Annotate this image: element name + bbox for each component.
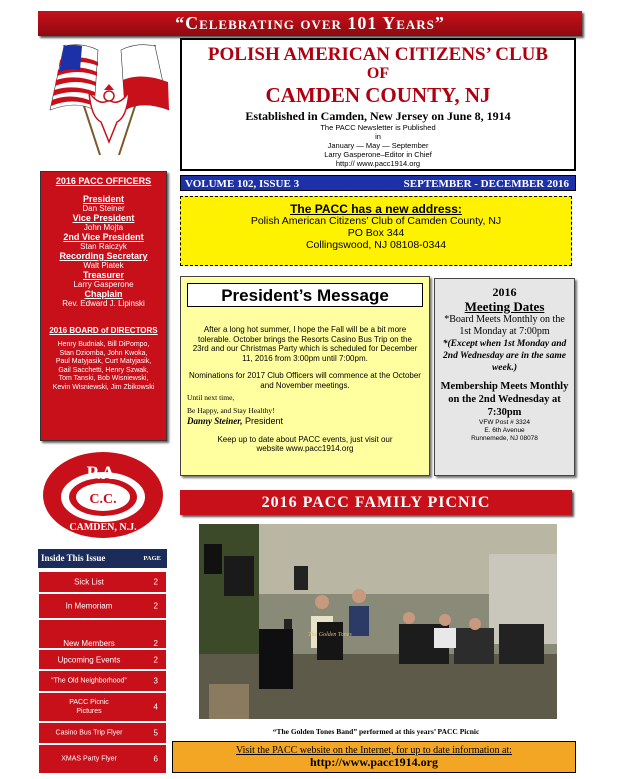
officers-heading: 2016 PACC OFFICERS: [55, 176, 152, 186]
officer-role: Recording Secretary: [59, 251, 148, 261]
board-line: Paul Matyjasik, Curt Matyjasik,: [55, 358, 152, 365]
meeting-post-2: E. 6th Avenue: [484, 427, 525, 434]
presidents-closing-2: Be Happy, and Stay Healthy!: [187, 405, 275, 415]
inside-item-label: Upcoming Events: [57, 655, 121, 664]
officer-role: 2nd Vice President: [63, 232, 144, 242]
officer-name: Rev. Edward J. Lipinski: [62, 299, 145, 308]
masthead: [180, 38, 576, 171]
officer-role: Treasurer: [82, 270, 125, 280]
pub-line-1: The PACC Newsletter is Published: [320, 123, 436, 132]
flags-eagle-icon: [42, 40, 177, 160]
inside-item-picnic-pictures[interactable]: [38, 692, 167, 722]
club-county: CAMDEN COUNTY, NJ: [265, 83, 491, 107]
inside-item-old-neighborhood[interactable]: [38, 670, 167, 692]
inside-item-in-memoriam[interactable]: [38, 593, 167, 619]
pacc-logo-icon: [40, 450, 167, 540]
inside-item-page: 2: [153, 655, 158, 664]
meeting-exception: *(Except when 1st Monday and 2nd Wednesday are in the same week.): [442, 339, 567, 373]
inside-item-xmas-flyer[interactable]: [38, 744, 167, 774]
officer-name: Dan Steiner: [82, 204, 125, 213]
address-line: Collingswood, NJ 08108-0344: [305, 239, 447, 251]
meeting-year: 2016: [492, 285, 517, 299]
inside-item-label: PACC Picnic Pictures: [69, 699, 109, 715]
inside-issue-header: [38, 549, 167, 568]
logo-bottom-text: CAMDEN, N.J.: [69, 522, 137, 533]
board-line: Gail Sacchetti, Henry Szwak,: [58, 366, 149, 374]
inside-item-page: 2: [153, 639, 158, 648]
inside-item-sick-list[interactable]: [38, 571, 167, 593]
inside-item-page: 3: [153, 676, 158, 686]
address-line: PO Box 344: [347, 227, 405, 239]
inside-item-label: XMAS Party Flyer: [61, 755, 117, 763]
inside-item-page: 2: [153, 601, 158, 611]
meeting-board: *Board Meets Monthly on the 1st Monday at 7:00pm: [444, 314, 565, 337]
pub-line-4: Larry Gasperone–Editor in Chief: [324, 150, 432, 159]
inside-item-page: 2: [153, 577, 158, 587]
meeting-membership: Membership Meets Monthly on the 2nd Wednesday at 7:30pm: [440, 381, 569, 418]
website-box: [172, 741, 576, 773]
pub-line-2: in: [375, 132, 381, 141]
officer-name: John Mojta: [83, 223, 124, 232]
president-role: President: [242, 416, 284, 426]
pub-line-3: January — May — September: [327, 141, 429, 150]
address-box: [180, 196, 572, 266]
presidents-paragraph-3: Keep up to date about PACC events, just visit our website www.pacc1914.org: [217, 434, 393, 453]
inside-page-heading: PAGE: [143, 555, 161, 562]
flags-emblem: [42, 40, 177, 160]
meeting-post-3: Runnemede, NJ 08078: [471, 435, 538, 442]
presidents-paragraph-2: Nominations for 2017 Club Officers will commence at the October and November meetings.: [189, 371, 421, 390]
address-heading: The PACC has a new address:: [290, 202, 462, 216]
board-line: Henry Budniak, Bill DiPompo,: [57, 341, 150, 348]
inside-item-new-members[interactable]: [38, 619, 167, 649]
inside-item-casino-flyer[interactable]: [38, 722, 167, 744]
inside-item-label: Casino Bus Trip Flyer: [55, 729, 123, 737]
officer-role: Vice President: [72, 213, 135, 223]
volume-issue: VOLUME 102, ISSUE 3: [185, 178, 300, 190]
pub-line-5: http:// www.pacc1914.org: [335, 159, 421, 168]
officer-role: President: [82, 194, 124, 204]
presidents-message: [180, 276, 430, 476]
meeting-dates-box: [434, 278, 575, 476]
inside-item-page: 6: [153, 754, 158, 764]
inside-item-label: Sick List: [74, 577, 104, 587]
officer-name: Larry Gasperone: [73, 280, 134, 289]
inside-item-label: New Members: [63, 639, 115, 648]
inside-item-label: In Memoriam: [65, 601, 113, 611]
address-line: Polish American Citizens’ Club of Camden County, NJ: [250, 215, 502, 227]
club-of: OF: [366, 65, 390, 82]
volume-bar: [180, 175, 576, 191]
officer-role: Chaplain: [84, 289, 123, 299]
board-line: Tom Tanski, Bob Wisniewski,: [58, 375, 149, 382]
inside-issue-title: Inside This Issue: [41, 553, 106, 563]
meeting-post-1: VFW Post # 3324: [479, 419, 530, 426]
presidents-paragraph-1: After a long hot summer, I hope the Fall will be a bit more tolerable. October brings the Resorts Casino Bus Trip on the 23rd and our Christmas Party which is scheduled for December 11, 2016 from 3:00pm until 7:00pm.: [192, 325, 418, 363]
presidents-closing-1: Until next time,: [187, 393, 235, 402]
band-photo-image: [199, 524, 557, 719]
officers-box: [40, 171, 167, 441]
officer-name: Stan Raiczyk: [80, 242, 127, 251]
board-line: Kevin Wisniewski, Jim Zbikowski: [52, 383, 155, 391]
board-line: Stan Dziomba, John Kwoka,: [59, 349, 148, 357]
website-line-1: Visit the PACC website on the Internet, for up to date information at:: [236, 745, 512, 756]
inside-item-page: 5: [153, 728, 158, 738]
logo-middle-text: C.C.: [89, 492, 117, 507]
president-signature: Danny Steiner,: [187, 416, 243, 426]
club-name: POLISH AMERICAN CITIZENS’ CLUB: [207, 44, 549, 65]
board-heading: 2016 BOARD of DIRECTORS: [49, 326, 158, 335]
band-photo: [199, 524, 557, 719]
meeting-title: Meeting Dates: [464, 299, 545, 314]
drum-text: The Golden Tones: [308, 632, 352, 638]
volume-dates: SEPTEMBER - DECEMBER 2016: [403, 178, 569, 190]
inside-item-page: 4: [153, 702, 158, 712]
picnic-banner: 2016 PACC FAMILY PICNIC: [180, 490, 572, 515]
officer-name: Walt Piatek: [83, 261, 124, 270]
logo-top-text: P.A.: [86, 463, 120, 484]
website-link[interactable]: http://www.pacc1914.org: [310, 755, 438, 769]
established-line: Established in Camden, New Jersey on June 8, 1914: [245, 109, 511, 123]
inside-item-label: “The Old Neighborhood”: [51, 677, 127, 685]
inside-item-upcoming-events[interactable]: [38, 649, 167, 670]
celebrating-banner: “Celebrating over 101 Years”: [38, 11, 582, 36]
presidents-message-title: President’s Message: [187, 283, 423, 307]
pacc-logo: [40, 450, 167, 540]
photo-caption: “The Golden Tones Band” performed at this years’ PACC Picnic: [272, 727, 480, 736]
